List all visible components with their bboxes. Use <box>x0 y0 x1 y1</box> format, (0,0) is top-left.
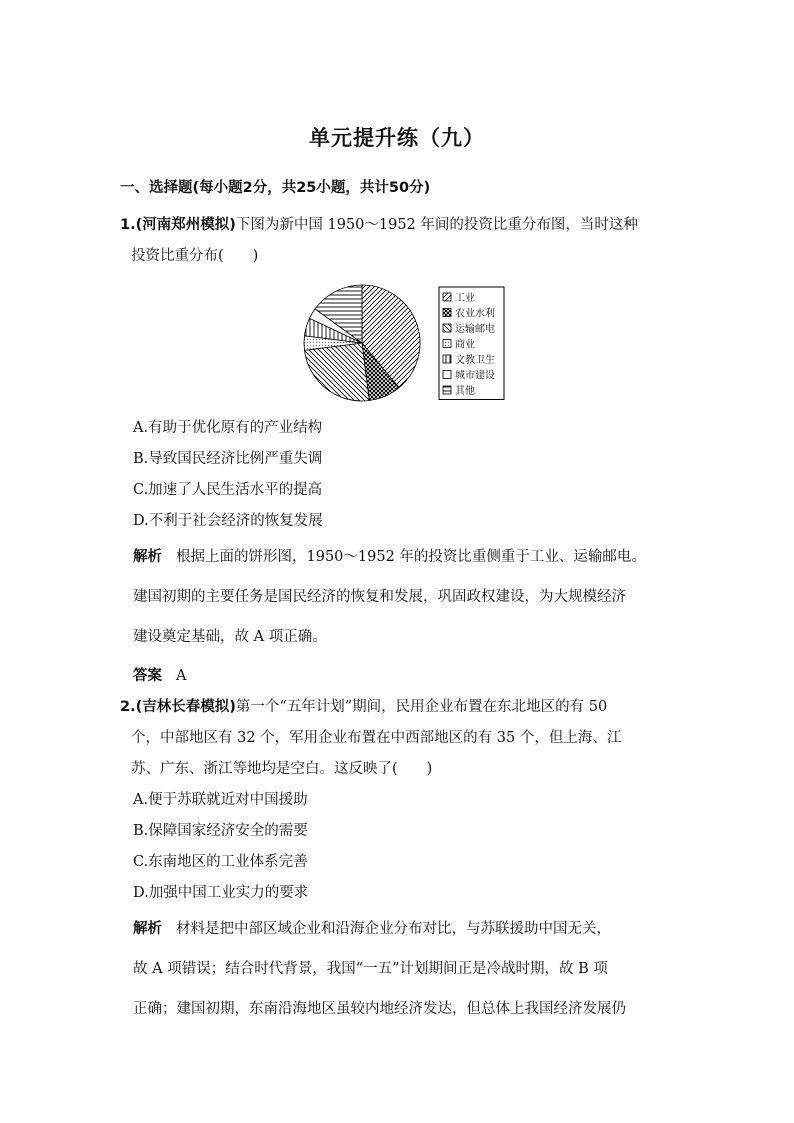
legend-label: 运输邮电 <box>455 324 495 335</box>
q2-analysis-line2: 故 A 项错误；结合时代背景，我国“一五”计划期间正是冷战时期，故 B 项 <box>133 961 608 977</box>
q1-analysis-line3: 建设奠定基础，故 A 项正确。 <box>133 629 327 645</box>
q2-option-a: A.便于苏联就近对中国援助 <box>133 792 308 808</box>
q2-analysis-label: 解析 <box>133 921 162 937</box>
q2-analysis-line1 <box>133 919 611 939</box>
q1-option-b: B.导致国民经济比例严重失调 <box>133 451 323 467</box>
investment-pie-chart <box>300 281 510 406</box>
legend-swatch <box>443 324 451 332</box>
q1-analysis-line2: 建国初期的主要任务是国民经济的恢复和发展，巩固政权建设，为大规模经济 <box>133 589 626 605</box>
legend-swatch <box>443 386 451 394</box>
q1-option-c: C.加速了人民生活水平的提高 <box>133 482 323 498</box>
legend-swatch <box>443 293 451 301</box>
page-title: 单元提升练（九） <box>309 126 485 150</box>
q1-stem-line2: 投资比重分布( ) <box>131 248 259 264</box>
legend-swatch <box>443 371 451 379</box>
q2-analysis-text1: 材料是把中部区域企业和沿海企业分布对比，与苏联援助中国无关， <box>176 921 611 937</box>
q2-analysis-line3: 正确；建国初期，东南沿海地区虽较内地经济发达，但总体上我国经济发展仍 <box>133 1001 626 1017</box>
q2-stem-line3: 苏、广东、浙江等地均是空白。这反映了( ) <box>131 761 433 777</box>
legend-label: 商业 <box>455 339 475 351</box>
legend-label: 工业 <box>455 293 475 304</box>
q2-stem-text: 第一个“五年计划”期间，民用企业布置在东北地区的有 50 <box>235 699 608 715</box>
q1-answer-value: A <box>176 668 187 684</box>
legend-swatch <box>443 355 451 363</box>
q1-option-d: D.不利于社会经济的恢复发展 <box>133 513 323 529</box>
q1-analysis-line1 <box>133 547 646 567</box>
legend-label: 农业水利 <box>455 308 495 320</box>
q2-option-c: C.东南地区的工业体系完善 <box>133 854 308 870</box>
legend-label: 其他 <box>455 386 475 397</box>
q2-stem-line2: 个，中部地区有 32 个，军用企业布置在中西部地区的有 35 个，但上海、江 <box>131 730 622 746</box>
q1-analysis-label: 解析 <box>133 549 162 565</box>
q1-stem-text: 下图为新中国 1950～1952 年间的投资比重分布图，当时这种 <box>235 217 638 233</box>
q2-option-b: B.保障国家经济安全的需要 <box>133 823 308 839</box>
legend-label: 城市建设 <box>455 370 495 382</box>
q1-stem-line1 <box>120 215 638 235</box>
q1-answer-label: 答案 <box>133 668 162 684</box>
q1-option-a: A.有助于优化原有的产业结构 <box>133 420 323 436</box>
legend-label: 文教卫生 <box>455 355 495 366</box>
q2-source: 2.(吉林长春模拟) <box>120 699 236 715</box>
q1-source: 1.(河南郑州模拟) <box>120 217 236 233</box>
q1-analysis-text1: 根据上面的饼形图，1950～1952 年的投资比重侧重于工业、运输邮电。 <box>176 549 646 565</box>
q2-option-d: D.加强中国工业实力的要求 <box>133 885 309 901</box>
q1-answer <box>133 666 186 686</box>
legend-swatch <box>443 340 451 348</box>
legend-swatch <box>443 309 451 317</box>
q2-stem-line1 <box>120 697 607 717</box>
pie-slice <box>304 343 369 401</box>
section-heading: 一、选择题(每小题2分，共25小题，共计50分) <box>120 180 431 196</box>
